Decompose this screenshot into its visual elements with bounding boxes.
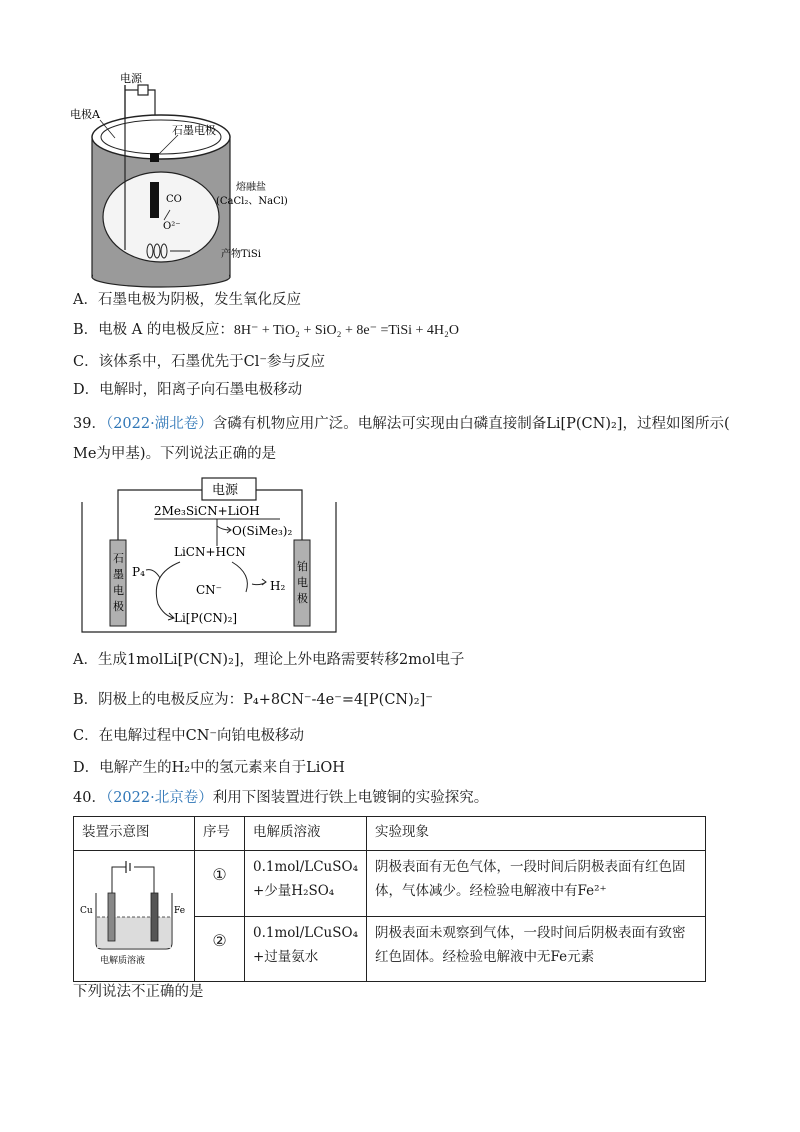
h2-text: H₂ [270, 579, 286, 593]
q39-option-c: C．在电解过程中CN⁻向铂电极移动 [73, 728, 305, 744]
phosphorus-electrolysis-figure [80, 474, 340, 636]
power-label: 电源 [120, 72, 142, 85]
row1-solution: 0.1mol/LCuSO₄ +少量H₂SO₄ [245, 851, 367, 917]
row2-id: ② [195, 916, 245, 982]
cn-text: CN⁻ [196, 583, 223, 597]
plating-apparatus-figure [76, 853, 192, 971]
reagent-text: 2Me₃SiCN+LiOH [154, 504, 260, 518]
q40-stem: 40．（2022·北京卷）利用下图装置进行铁上电镀铜的实验探究。 [73, 790, 489, 806]
q39-option-d: D．电解产生的H₂中的氢元素来自于LiOH [73, 760, 345, 776]
q38-option-a: A．石墨电极为阴极，发生氧化反应 [73, 292, 301, 308]
svg-text:电: 电 [113, 584, 124, 597]
electrode-a-label: 电极A [70, 108, 100, 121]
header-apparatus: 装置示意图 [74, 817, 195, 851]
q40-source: （2022·北京卷） [105, 790, 213, 806]
svg-text:Fe: Fe [174, 906, 186, 916]
p4-text: P₄ [132, 565, 145, 579]
byproduct-text: O(SiMe₃)₂ [232, 524, 293, 538]
row2-phenomenon: 阴极表面未观察到气体，一段时间后阴极表面有致密红色固体。经检验电解液中无Fe元素 [366, 916, 705, 982]
electrolysis-cell-figure [70, 70, 320, 290]
svg-text:墨: 墨 [113, 568, 124, 581]
product-label: 产物TiSi [221, 249, 261, 260]
q38-option-c: C．该体系中，石墨优先于Cl⁻参与反应 [73, 354, 325, 370]
table-header-row [74, 817, 706, 851]
q40-after-text: 下列说法不正确的是 [73, 984, 204, 1000]
melt-formula: (CaCl₂、NaCl) [216, 196, 288, 207]
power-source-symbol [138, 85, 148, 95]
svg-text:极: 极 [113, 600, 124, 613]
intermediate-text: LiCN+HCN [174, 545, 246, 559]
q39-option-b: B．阴极上的电极反应为：P₄+8CN⁻-4e⁻=4[P(CN)₂]⁻ [73, 692, 433, 708]
product-text: Li[P(CN)₂] [174, 611, 238, 625]
experiment-table [73, 816, 706, 982]
iron-electrode [151, 893, 158, 941]
q39-source: （2022·湖北卷） [105, 416, 213, 432]
apparatus-cell [74, 851, 195, 982]
q38-option-d: D．电解时，阳离子向石墨电极移动 [73, 382, 303, 398]
svg-text:Cu: Cu [80, 906, 93, 916]
q38-option-b: B．电极 A 的电极反应：8H⁻ + TiO₂ + SiO₂ + 8e⁻ =TiSi + 4H₂O [73, 322, 460, 338]
svg-text:电解质溶液: 电解质溶液 [100, 956, 146, 966]
o2-label: O²⁻ [163, 221, 181, 232]
table-row [74, 851, 706, 917]
copper-electrode [108, 893, 115, 941]
graphite-electrode [150, 182, 159, 218]
row2-solution: 0.1mol/LCuSO₄ +过量氨水 [245, 916, 367, 982]
fig2-power-label: 电源 [212, 483, 239, 498]
svg-text:极: 极 [297, 592, 308, 605]
header-phenomenon: 实验现象 [366, 817, 705, 851]
svg-text:铂: 铂 [297, 560, 308, 573]
row1-id: ① [195, 851, 245, 917]
svg-text:电: 电 [297, 576, 308, 589]
q39-stem-line2: Me为甲基)。下列说法正确的是 [73, 446, 277, 462]
co-label: CO [166, 194, 182, 205]
header-number: 序号 [195, 817, 245, 851]
header-solution: 电解质溶液 [245, 817, 367, 851]
q39-option-a: A．生成1molLi[P(CN)₂]，理论上外电路需要转移2mol电子 [73, 652, 465, 668]
graphite-label: 石墨电极 [172, 124, 216, 137]
melt-label: 熔融盐 [236, 182, 266, 193]
q39-stem-line1: 39．（2022·湖北卷）含磷有机物应用广泛。电解法可实现由白磷直接制备Li[P(CN)₂]，过程如图所示( [73, 416, 730, 432]
svg-text:石: 石 [113, 552, 124, 565]
row1-phenomenon: 阴极表面有无色气体，一段时间后阴极表面有红色固体，气体减少。经检验电解液中有Fe²⁺ [366, 851, 705, 917]
